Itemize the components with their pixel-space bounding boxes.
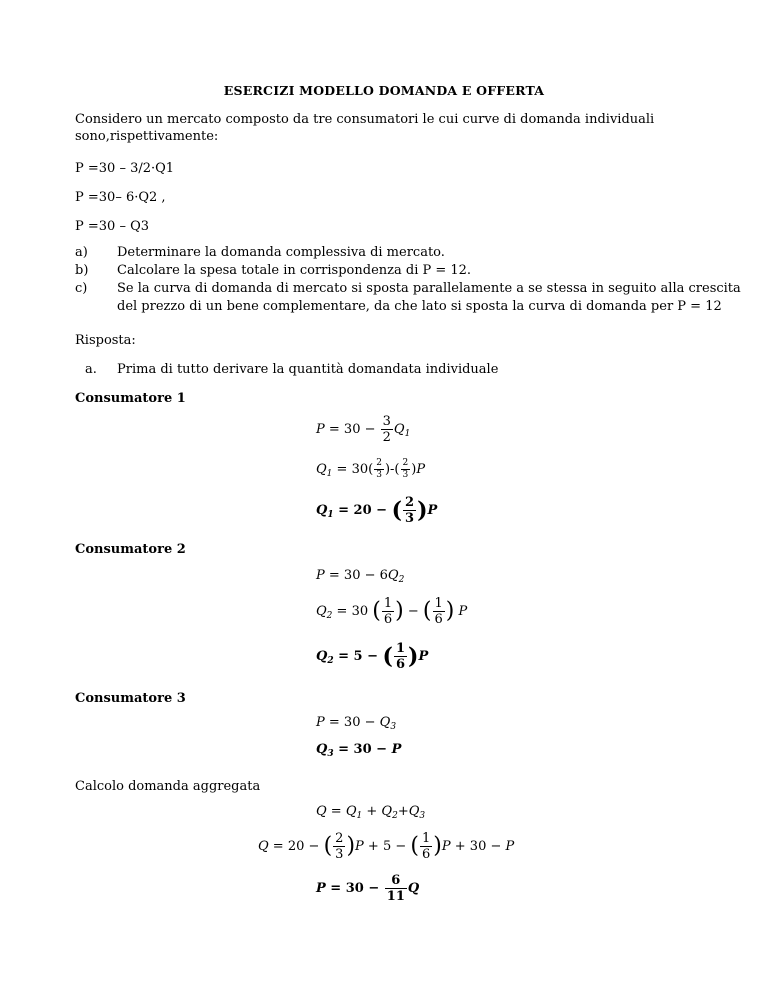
equation-c3-result: $Q_3 = 30 - P$: [316, 742, 402, 759]
demand-curve-3: P =30 – Q3: [75, 219, 150, 234]
equation-c1-demand: P = 30 − $\frac{3}{2}$ $Q_1$: [316, 414, 411, 445]
question-text: Calcolare la spesa totale in corrispondenza di P = 12.: [117, 263, 472, 278]
demand-curve-2: P =30– 6·Q2 ,: [75, 190, 166, 205]
equation-c2-result: $Q_2 = 5$ − ( $\frac{1}{6}$ )P: [316, 641, 429, 672]
question-text: Determinare la domanda complessiva di mercato.: [117, 245, 445, 260]
intro-text-line-1: Considero un mercato composto da tre consumatori le cui curve di domanda individuali: [75, 112, 655, 127]
answer-step-marker: a.: [85, 362, 97, 377]
equation-c1-result: $Q_1 = 20$ − ( $\frac{2}{3}$ )P: [316, 495, 438, 526]
consumer-3-heading: Consumatore 3: [75, 691, 186, 706]
question-text: del prezzo di un bene complementare, da che lato si sposta la curva di domanda per P = 12: [117, 299, 722, 314]
question-marker: b): [75, 263, 89, 278]
question-marker: a): [75, 245, 88, 260]
consumer-2-heading: Consumatore 2: [75, 542, 186, 557]
question-marker: c): [75, 281, 88, 296]
equation-c2-demand: $P = 30 - 6Q_2$: [316, 568, 405, 585]
document-title: ESERCIZI MODELLO DOMANDA E OFFERTA: [223, 83, 545, 98]
aggregate-demand-label: Calcolo domanda aggregata: [75, 779, 261, 794]
question-text: Se la curva di domanda di mercato si sposta parallelamente a se stessa in seguito alla crescita: [117, 281, 741, 296]
answer-label: Risposta:: [75, 333, 136, 348]
consumer-1-heading: Consumatore 1: [75, 391, 186, 406]
equation-c1-step: $Q_1 = 30$( $\frac{2}{3}$ )-( $\frac{2}{3}$ )P: [316, 458, 426, 480]
equation-aggregate-sum: $Q = Q_1 + Q_2+Q_3$: [316, 804, 426, 821]
equation-c2-step: $Q_2 = 30$ ( $\frac{1}{6}$ ) − ( $\frac{1}{6}$ ) P: [316, 596, 468, 627]
demand-curve-1: P =30 – 3/2·Q1: [75, 161, 175, 176]
intro-text-line-2: sono,rispettivamente:: [75, 129, 219, 144]
equation-aggregate-expanded: Q = 20 − ( $\frac{2}{3}$ )P + 5 − ( $\frac{1}{6}$ )P + 30 − P: [258, 831, 515, 862]
answer-step-text: Prima di tutto derivare la quantità domandata individuale: [117, 362, 499, 377]
equation-c3-demand: $P = 30 - Q_3$: [316, 715, 397, 732]
equation-aggregate-result: P = 30 − $\frac{6}{11}$ Q: [316, 873, 420, 904]
